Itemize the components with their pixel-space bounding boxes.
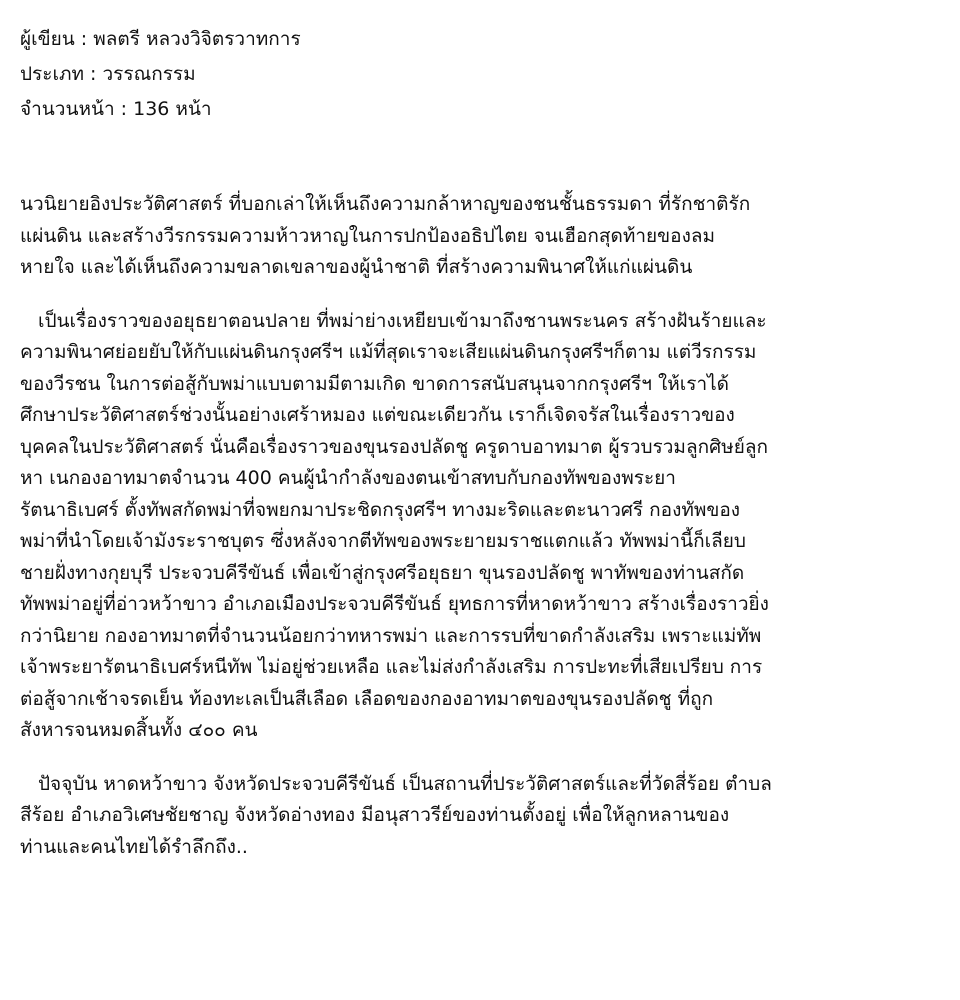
book-meta	[20, 22, 920, 127]
text-line: ทัพพม่าอยู่ที่อ่าวหว้าขาว อำเภอเมืองประจวบคีรีขันธ์ ยุทธการที่หาดหว้าขาว สร้างเรื่องราวยิ่ง	[20, 593, 769, 615]
story-paragraph	[20, 306, 920, 747]
text-line: ท่านและคนไทยได้รำลึกถึง..	[20, 835, 248, 858]
text-line: สีร้อย อำเภอวิเศษชัยชาญ จังหวัดอ่างทอง มีอนุสาวรีย์ของท่านตั้งอยู่ เพื่อให้ลูกหลานของ	[20, 804, 730, 826]
text-line: พม่าที่นำโดยเจ้ามังระราชบุตร ซึ่งหลังจากตีทัพของพระยายมราชแตกแล้ว ทัพพม่านี้ก็เลียบ	[20, 530, 746, 552]
text-line: หายใจ และได้เห็นถึงความขลาดเขลาของผู้นำชาติ ที่สร้างความพินาศให้แก่แผ่นดิน	[20, 256, 693, 278]
text-line: บุคคลในประวัติศาสตร์ นั่นคือเรื่องราวของขุนรองปลัดชู ครูดาบอาทมาต ผู้รวบรวมลูกศิษย์ลูก	[20, 435, 768, 458]
text-line: เจ้าพระยารัตนาธิเบศร์หนีทัพ ไม่อยู่ช่วยเหลือ และไม่ส่งกำลังเสริม การปะทะที่เสียเปรียบ การ	[20, 656, 763, 678]
text-line: ศึกษาประวัติศาสตร์ช่วงนั้นอย่างเศร้าหมอง แต่ขณะเดียวกัน เราก็เจิดจรัสในเรื่องราวของ	[20, 404, 735, 426]
text-line: นวนิยายอิงประวัติศาสตร์ ที่บอกเล่าให้เห็นถึงความกล้าหาญของชนชั้นธรรมดา ที่รักชาติรัก	[20, 193, 751, 215]
text-line: กว่านิยาย กองอาทมาตที่จำนวนน้อยกว่าทหารพม่า และการรบที่ขาดกำลังเสริม เพราะแม่ทัพ	[20, 624, 762, 647]
author-line: ผู้เขียน : พลตรี หลวงวิจิตรวาทการ	[20, 28, 301, 50]
synopsis-paragraph	[20, 189, 920, 284]
text-line: ชายฝั่งทางกุยบุรี ประจวบคีรีขันธ์ เพื่อเข้าสู่กรุงศรีอยุธยา ขุนรองปลัดชู พาทัพของท่านสกัด	[20, 561, 745, 584]
text-line: สังหารจนหมดสิ้นทั้ง ๔๐๐ คน	[20, 719, 258, 741]
text-line: ของวีรชน ในการต่อสู้กับพม่าแบบตามมีตามเกิด ขาดการสนับสนุนจากกรุงศรีฯ ให้เราได้	[20, 372, 730, 395]
text-line: เป็นเรื่องราวของอยุธยาตอนปลาย ที่พม่าย่างเหยียบเข้ามาถึงชานพระนคร สร้างฝันร้ายและ	[38, 309, 767, 332]
text-line: หา เนกองอาทมาตจำนวน 400 คนผู้นำกำลังของตนเข้าสทบกับกองทัพของพระยา	[20, 467, 676, 489]
memorial-paragraph	[20, 769, 920, 864]
text-line: ต่อสู้จากเช้าจรดเย็น ท้องทะเลเป็นสีเลือด เลือดของกองอาทมาตของขุนรองปลัดชู ที่ถูก	[20, 687, 714, 710]
text-line: ปัจจุบัน หาดหว้าขาว จังหวัดประจวบคีรีขันธ์ เป็นสถานที่ประวัติศาสตร์และที่วัดสี่ร้อย ตำบล	[38, 772, 772, 795]
page-count-line: จำนวนหน้า : 136 หน้า	[20, 98, 212, 120]
text-line: ความพินาศย่อยยับให้กับแผ่นดินกรุงศรีฯ แม้ที่สุดเราจะเสียแผ่นดินกรุงศรีฯก็ตาม แต่วีรกรรม	[20, 341, 757, 363]
text-line: รัตนาธิเบศร์ ตั้งทัพสกัดพม่าที่จพยกมาประชิดกรุงศรีฯ ทางมะริดและตะนาวศรี กองทัพของ	[20, 498, 741, 521]
text-line: แผ่นดิน และสร้างวีรกรรมความห้าวหาญในการปกป้องอธิปไตย จนเฮือกสุดท้ายของลม	[20, 224, 716, 247]
category-line: ประเภท : วรรณกรรม	[20, 63, 196, 85]
